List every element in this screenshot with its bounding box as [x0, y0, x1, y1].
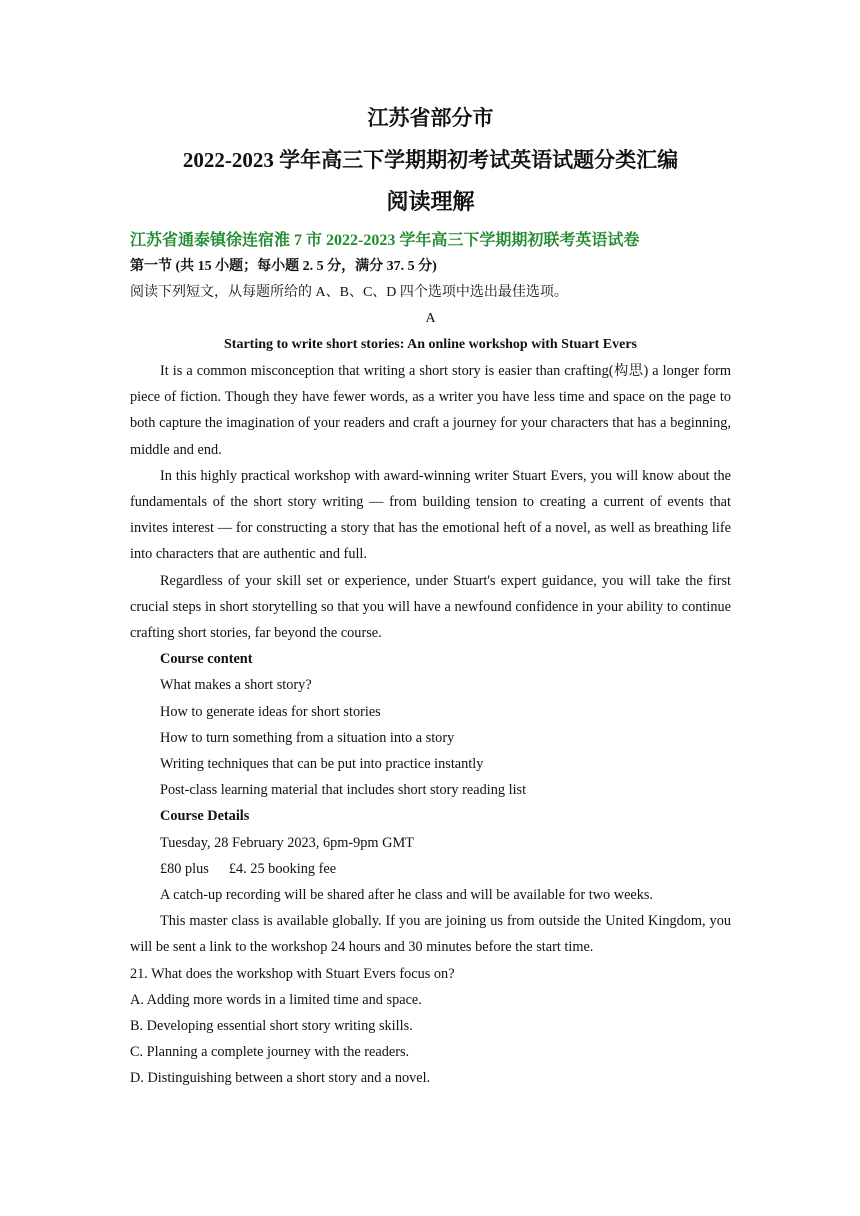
course-content-heading: Course content [160, 651, 253, 668]
course-content-item: How to generate ideas for short stories [160, 703, 381, 720]
course-content-item: Writing techniques that can be put into practice instantly [160, 756, 484, 773]
course-details-heading: Course Details [160, 808, 250, 825]
course-content-item: What makes a short story? [160, 677, 312, 694]
recording-note: A catch-up recording will be shared after he class and will be available for two weeks. [160, 887, 654, 904]
section-heading: 第一节 (共 15 小题；每小题 2. 5 分，满分 37. 5 分) [130, 259, 437, 274]
course-content-item: Post-class learning material that includes short story reading list [160, 782, 527, 799]
question-option: D. Distinguishing between a short story and a novel. [130, 1070, 431, 1087]
global-note: This master class is available globally. If you are joining us from outside the United Kingdom, you will be sent a link to the workshop 24 hours and 30 minutes before the start time. [130, 913, 731, 956]
title-category: 阅读理解 [386, 189, 475, 214]
question-stem: 21. What does the workshop with Stuart Evers focus on? [130, 965, 455, 982]
booking-fee: £4. 25 booking fee [228, 860, 337, 877]
document-content [130, 104, 731, 1092]
passage-paragraph: It is a common misconception that writing a short story is easier than crafting(构思) a longer form piece of fiction. Though they have fewer words, as a writer you have less time and space on the page to both capture the imagination of your readers and craft a journey for your characters that has a beginning, middle and end. [130, 363, 731, 458]
course-content-item: How to turn something from a situation into a story [160, 729, 455, 746]
passage-paragraph: Regardless of your skill set or experience, under Stuart's expert guidance, you will take the first crucial steps in short storytelling so that you will have a newfound confidence in your ability to continue crafting short stories, far beyond the course. [130, 572, 731, 642]
title-exam: 2022-2023 学年高三下学期期初考试英语试题分类汇编 [182, 148, 679, 172]
course-price: £80 plus [160, 860, 209, 877]
section-instruction: 阅读下列短文，从每题所给的 A、B、C、D 四个选项中选出最佳选项。 [130, 285, 568, 300]
question-option: A. Adding more words in a limited time and space. [130, 991, 422, 1008]
title-region: 江苏省部分市 [367, 106, 494, 130]
course-price-line [130, 856, 731, 882]
course-date: Tuesday, 28 February 2023, 6pm-9pm GMT [160, 834, 414, 851]
question-option: C. Planning a complete journey with the readers. [130, 1044, 410, 1061]
passage-title: Starting to write short stories: An online workshop with Stuart Evers [224, 337, 637, 352]
question-option: B. Developing essential short story writing skills. [130, 1018, 413, 1035]
source-title: 江苏省通泰镇徐连宿淮 7 市 2022-2023 学年高三下学期期初联考英语试卷 [130, 232, 640, 249]
passage-paragraph: In this highly practical workshop with award-winning writer Stuart Evers, you will know about the fundamentals of the short story writing — from building tension to creating a current of events that invites interest — for constructing a story that has the emotional heft of a novel, as well as breathing life into characters that are authentic and full. [130, 467, 731, 563]
passage-label: A [425, 311, 436, 326]
